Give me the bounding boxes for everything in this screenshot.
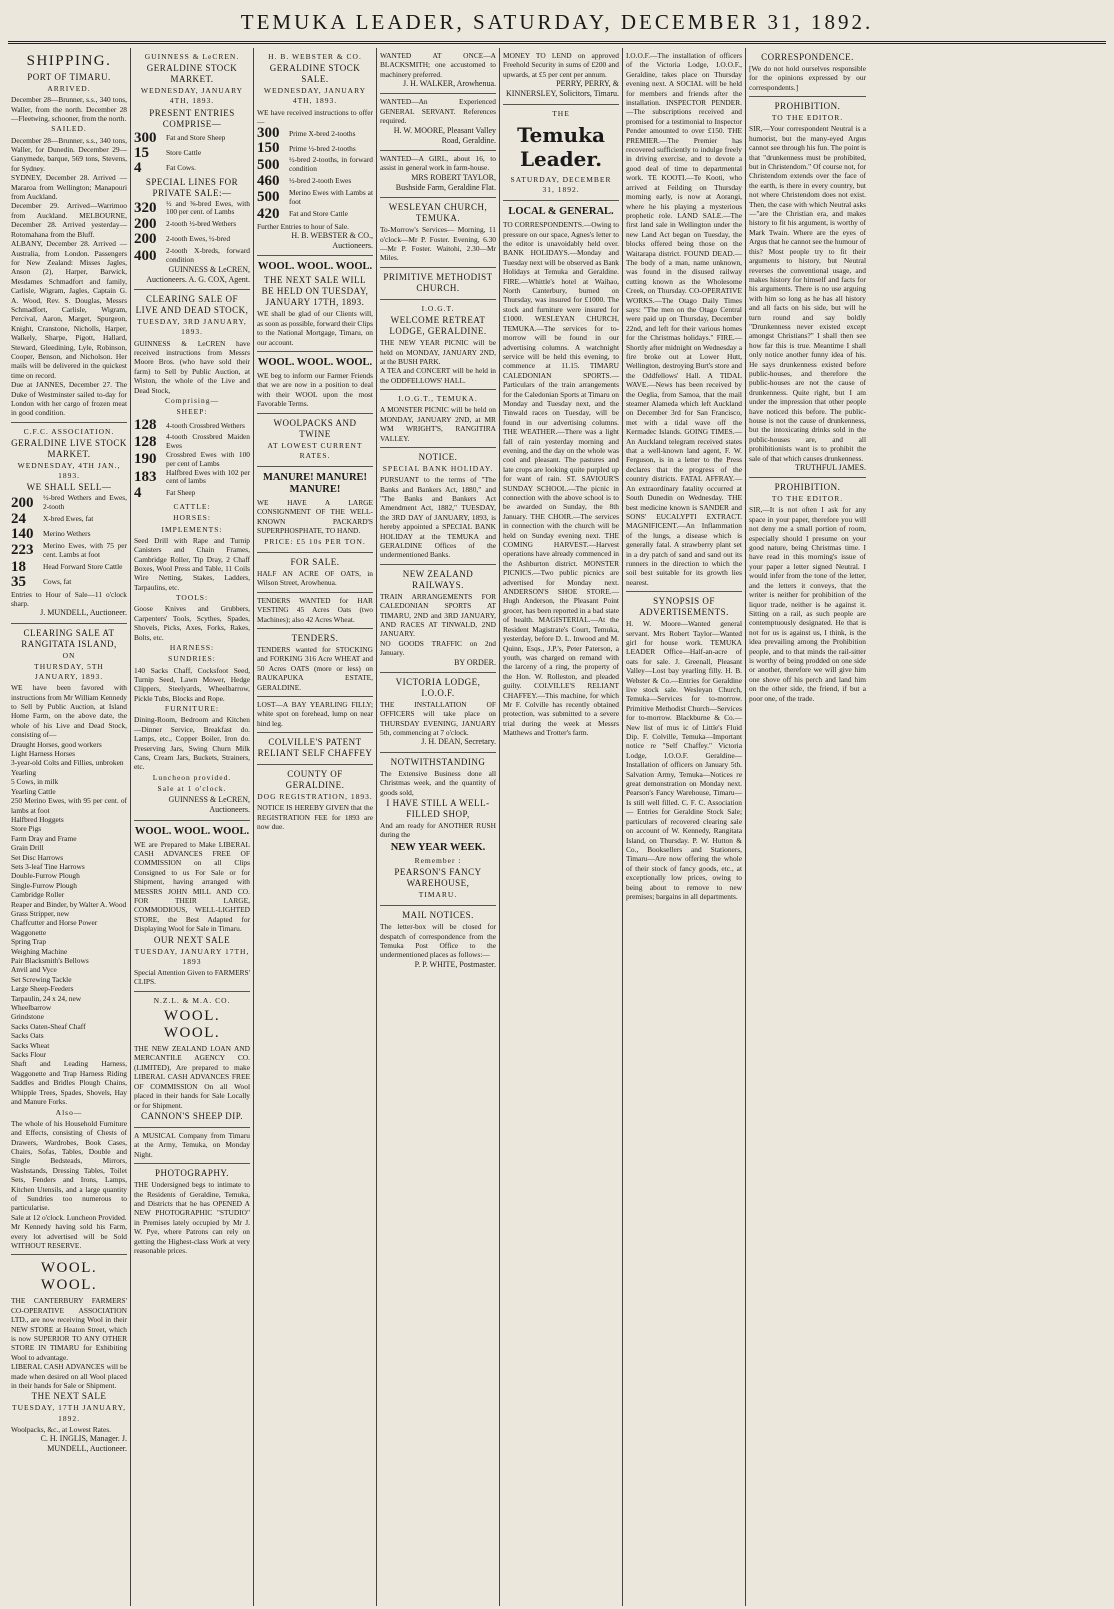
- furniture-label: FURNITURE:: [164, 704, 220, 714]
- lot-row: 420 Fat and Store Cattle: [257, 205, 348, 222]
- lot-row: 400 2-tooth X-breds, forward condition: [134, 246, 250, 264]
- primitive-block: [380, 268, 496, 300]
- local-general-title: LOCAL & GENERAL.: [508, 206, 614, 218]
- wool-title: WOOL. WOOL. WOOL.: [257, 357, 373, 369]
- iogt-heading: I.O.G.T.: [421, 303, 455, 313]
- clearing-item: Sacks Flour: [11, 1050, 47, 1060]
- next-sale-date: TUESDAY, JANUARY 17TH, 1893: [134, 946, 250, 966]
- prohibition-letter-1: [749, 97, 866, 478]
- stock-sale-body: WE have received instructions to offer—: [257, 107, 373, 127]
- clearing-item: Grain Drill: [11, 843, 44, 853]
- prohibition-letter-2: [749, 478, 866, 707]
- woolpacks-block: [257, 414, 373, 467]
- woolpacks-title: WOOLPACKS AND TWINE: [273, 417, 357, 439]
- wanted-girl-block: [380, 151, 496, 198]
- liberal-text: LIBERAL CASH ADVANCES will be made when desired on all Wool placed in their hands for Sale or Shipment.: [11, 1362, 127, 1391]
- tools-label: TOOLS:: [175, 593, 209, 603]
- remember: Remember :: [414, 855, 462, 865]
- synopsis-body: H. W. Moore—Wanted general servant. Mrs Robert Taylor—Wanted girl for house work. TEMUKA LEADER Office—Half-an-acre of oats for sale. J. Greenall, Pleasant Valley—Lost bay yearling filly. H. B. Webster & Co.—Entries for Geraldine live stock sale. Wesleyan Church, Temuka—Services for to-morrow. Primitive Methodist Church—Services for to-morrow. Blackburne & Co.—New list of mus ic of Little's Fluid Dip. F. Colville, Temuka—Important notice re "Self Chaffey." Victoria Lodge, I.O.O.F. Geraldine—Installation of officers on January 5th. Salvation Army, Temuka—Notices re great demonstration on Monday next. Pearson's Fancy Warehouse, Timaru—Is still well filled. C. F. C. Association — Entries for Geraldine Stock Sale; particulars of recovered clearing sale on account of W. Kennedy, Rangitata Island, on Thursday. P. W. Hutton & Co., Booksellers and Stationers, Timaru—Are now offering the whole of their stock of fancy goods, etc., at exceptionally low prices, owing to being about to remove to new premises; bargains in all departments.: [626, 619, 742, 901]
- letter-body: SIR,—It is not often I ask for any space in your paper, therefore you will not deny me a small portion of room, especially should I presume on your good nature, being Christmas time. I have read in this morning's issue of your paper a letter signed Neutral. I would infer from the tone of the letter, and the letters it conveys, that the writer is neither for prohibition of the liquor trade, neither is he against it. Sitting on a rail, as such people are contemptuously designated. He that is not for us is against us, I think, is the idea prevailing among the Prohibition people, and to that minds the rail-sitter is worthy of being prodded on one side or another, therefore we will give him one shove off his perch and land him on the other side, the friend, if but a poor one, of the trade.: [749, 505, 866, 703]
- lot-row: 190 Crossbred Ewes with 100 per cent of Lambs: [134, 450, 250, 468]
- clearing-item: 3-year-old Colts and Fillies, unbroken: [11, 758, 124, 768]
- sale-time: Sale at 12 o'clock. Luncheon Provided.: [11, 1212, 127, 1222]
- colville-title: COLVILLE'S PATENT RELIANT SELF CHAFFEY: [257, 737, 373, 759]
- wool-title: WOOL. WOOL. WOOL.: [134, 825, 250, 837]
- musical-block: [134, 1128, 250, 1164]
- lot-row: 200 2-tooth Ewes, ½-bred: [134, 231, 231, 248]
- lot-row: 460 ½-bred 2-tooth Ewes: [257, 173, 352, 190]
- lot-row: 300 Prime X-bred 2-tooths: [257, 125, 356, 142]
- clearing-on: ON: [62, 650, 76, 660]
- nameplate-title: Temuka Leader.: [517, 122, 605, 171]
- lot-row: 128 4-tooth Crossbred Maiden Ewes: [134, 432, 250, 451]
- cannon-dip: CANNON'S SHEEP DIP.: [140, 1110, 244, 1121]
- half-acre-text: HALF AN ACRE OF OATS, in Wilson Street, Arowhenua.: [257, 568, 373, 588]
- clearing-block: [11, 624, 127, 1256]
- by-order: BY ORDER.: [454, 657, 496, 667]
- canterbury-text: THE CANTERBURY FARMERS' CO-OPERATIVE ASSOCIATION LTD., are now receiving Wool in their NEW STORE at Heaton Street, which is now SUPERIOR TO ANY OTHER STORE IN TIMARU for Exhibiting Wool to advantage.: [11, 1296, 127, 1362]
- victoria-block: [380, 673, 496, 753]
- woolpacks-text: Woolpacks, &c., at Lowest Rates.: [11, 1424, 111, 1434]
- geraldine-live-title: GERALDINE LIVE STOCK MARKET.: [11, 438, 127, 460]
- clearing-item: Yearling: [11, 767, 37, 777]
- iogt-temuka: I.O.G.T., TEMUKA.: [398, 394, 478, 404]
- dean-signature: J. H. DEAN, Secretary.: [421, 737, 496, 747]
- photography-body: THE Undersigned begs to intimate to the Residents of Geraldine, Temuka, and Districts that he has OPENED A NEW PHOTOGRAPHIC "STUDIO" in Premises lately occupied by Mr J. W. Pye, where Patrons can rely on getting the Highest-class Work at very reasonable prices.: [134, 1180, 250, 1255]
- lot-row: 200 ½-bred Wethers and Ewes, 2-tooth: [11, 493, 127, 512]
- another-rush: And am ready for ANOTHER RUSH during the: [380, 820, 496, 840]
- lot-row: 18 Head Forward Store Cattle: [11, 558, 123, 575]
- geraldine-live-block: [11, 423, 127, 624]
- lot-row: 15 Store Cattle: [134, 144, 202, 161]
- wesleyan-block: [380, 198, 496, 268]
- train-text: TRAIN ARRANGEMENTS FOR CALEDONIAN SPORTS AT TIMARU, 2ND and 3RD JANUARY, AND RACES AT TINWALD, 2ND JANUARY.: [380, 591, 496, 639]
- horses-label: HORSES:: [173, 513, 211, 523]
- clearing-item: Reaper and Binder, by Walter A. Wood: [11, 899, 127, 909]
- clearing-item: Sacks Wheat: [11, 1040, 50, 1050]
- colville-block: [257, 733, 373, 765]
- wool-body: WE are Prepared to Make LIBERAL CASH ADVANCES FREE OF COMMISSION on all Clips Consigned to us For Sale or for Shipment, having arranged with MESSRS JOHN MILL AND CO. FOR THEIR LARGE, COMMODIOUS, WELL-LIGHTED STORE, the Best Adapted for Displaying Wool for Sale in Timaru.: [134, 839, 250, 934]
- letter-body: SIR,—Your correspondent Neutral is a humorist, but the many-eyed Argus cannot see through his fun. The point is that "drunkenness must be prohibited, but in Christendom." Of course not, for Christendom extends over the face of the earth, is there in every country, but not where Christendom does not exist. Then, the case with which Neutral asks—"are the Christian era, and makes history to fit his argument, is worthy of Mark Twain. Where are the eyes of Argus that he cannot see the humour of this? Most people try to fit their arguments to history, but Neutral reverses the conventional usage, and makes history for himself and facts for his arguments. There is no use arguing with him so long as he has all history and all facts on his side, but will he turn round and say boldly "Drunkenness never existed except amongst Christians?" I shall then see how far this is true. Meantime I shall only notice another funny idea of his. He says drunkenness existed before public-houses, and therefore the public-houses are not the cause of drunkenness. Quite right, but I am under the impression that other people have noticed this before. The public-house is not the cause of drunkenness, but the intoxicating drinks sold in the public-houses are, and all prohibitionists want is to prohibit the sale of that which causes drunkenness.: [749, 124, 866, 463]
- next-sale: THE NEXT SALE: [31, 1391, 107, 1402]
- mundell-signature: J. MUNDELL, Auctioneer.: [40, 608, 127, 618]
- column-4: [377, 48, 500, 1606]
- lowest-rates: AT LOWEST CURRENT RATES.: [267, 440, 363, 460]
- columns: [8, 48, 1106, 1606]
- lot-row: 183 Halfbred Ewes with 102 per cent of lambs: [134, 467, 250, 486]
- column-6: [623, 48, 746, 1606]
- geraldine-live-date: WEDNESDAY, 4TH JAN., 1893.: [17, 461, 121, 481]
- cfc-heading: C.F.C. ASSOCIATION.: [23, 426, 115, 436]
- geraldine-stock-date: WEDNESDAY, JANUARY 4TH, 1893.: [140, 86, 244, 106]
- sydney-text: SYDNEY, December 28. Arrived — Mararoa from Wellington; Manapouri from Auckland.: [11, 173, 127, 202]
- clearing-items: [11, 740, 127, 1060]
- arrived-text: December 28—Brunner, s.s., 340 tons, Waller, from the north. December 28—Fleetwing, schooner, from the north.: [11, 95, 127, 124]
- photography-block: [134, 1164, 250, 1259]
- guinness-header: GUINNESS & LeCREN.: [144, 52, 240, 61]
- clearing-body: WE have been favored with instructions from Mr William Kennedy to Sell by Public Auction, at Island Home Farm, on the above date, the whole of his Live and Dead Stock, consisting of—: [11, 683, 127, 740]
- lot-row: 24 X-bred Ewes, fat: [11, 511, 94, 528]
- clearing-item: Large Sheep-Feeders: [11, 984, 74, 994]
- goods-text: NO GOODS TRAFFIC on 2nd January.: [380, 638, 496, 658]
- cox-signature: GUINNESS & LeCREN, Auctioneers. A. G. COX, Agent.: [146, 264, 250, 284]
- clearing-item: Set Screwing Tackle: [11, 974, 72, 984]
- next-sale-body: WE shall be glad of our Clients will, as soon as possible, forward their Clips to the National Mortgage, Timaru, on our account.: [257, 309, 373, 347]
- county-title: COUNTY OF GERALDINE.: [285, 769, 345, 791]
- our-next-sale: OUR NEXT SALE: [153, 934, 231, 945]
- taylor-signature: MRS ROBERT TAYLOR, Bushside Farm, Geraldine Flat.: [395, 172, 496, 193]
- lost-text: LOST—A BAY YEARLING FILLY; white spot on forehead, lump on near hind leg.: [257, 699, 373, 728]
- stock-sale-title: GERALDINE STOCK SALE.: [269, 63, 361, 85]
- pursuant-text: PURSUANT to the terms of "The Banks and Bankers Act, 1880," and "The Banks and Bankers Act Amendment Act, 1882," TUESDAY, the 3RD DAY of JANUARY, 1893, is hereby appointed a SPECIAL BANK HOLIDAY at the TEMUKA and GERALDINE Offices of the undermentioned Banks.: [380, 475, 496, 560]
- lost-block: [257, 697, 373, 733]
- sale-time: Sale at 1 o'clock.: [157, 783, 227, 793]
- cattle-label: CATTLE:: [173, 502, 211, 512]
- correspondence-note: [We do not hold ourselves responsible for the opinions expressed by our correspondents.]: [749, 64, 866, 92]
- shipping-title: SHIPPING.: [26, 53, 112, 69]
- geraldine-stock-title: GERALDINE STOCK MARKET.: [146, 63, 238, 85]
- luncheon-text: Luncheon provided.: [152, 772, 232, 782]
- moore-signature: H. W. MOORE, Pleasant Valley Road, Geraldine.: [393, 125, 496, 145]
- prohibition-title: PROHIBITION.: [774, 101, 841, 112]
- dog-registration: DOG REGISTRATION, 1893.: [257, 792, 373, 802]
- household-text: The whole of his Household Furniture and Effects, consisting of Chests of Drawers, Wardrobes, Book Cases, Chairs, Sofas, Tables, Double and Single Bedsteads, Mirrors, Washstands, Dressing Tables, Toilet Sets, Fenders and Irons, Lamps, Kitchen Utensils, and a large quantity of Sundries too numerous to particularise.: [11, 1118, 127, 1213]
- stock-sale-date: WEDNESDAY, JANUARY 4TH, 1893.: [263, 86, 367, 106]
- harness-label: HARNESS:: [169, 643, 215, 653]
- clearing-body: GUINNESS & LeCREN have received instructions from Messrs Moore Bros. (who have sold their farm) to Sell by Public Auction, at Wiston, the whole of the Live and Dead Stock,: [134, 338, 250, 395]
- truthful-james-signature: TRUTHFUL JAMES.: [795, 463, 866, 473]
- musical-text: A MUSICAL Company from Timaru at the Army, Temuka, on Monday Night.: [134, 1130, 250, 1159]
- next-sale-date: TUESDAY, 17TH JANUARY, 1892.: [12, 1403, 126, 1423]
- wesleyan-title: WESLEYAN CHURCH, TEMUKA.: [388, 202, 488, 224]
- sailed-label: SAILED.: [51, 124, 87, 134]
- pearson-timaru: TIMARU.: [418, 889, 458, 899]
- wanted-block: [380, 48, 496, 94]
- new-year-week: NEW YEAR WEEK.: [390, 841, 486, 853]
- pearson-block: [380, 753, 496, 906]
- victoria-title: VICTORIA LODGE, I.O.O.F.: [395, 676, 481, 698]
- tenders-title: TENDERS.: [291, 632, 339, 643]
- primitive-title: PRIMITIVE METHODIST CHURCH.: [383, 271, 493, 293]
- lot-row: 128 4-tooth Crossbred Wethers: [134, 417, 245, 434]
- sundries-label: SUNDRIES:: [168, 654, 216, 664]
- clearing-item: Double-Furrow Plough: [11, 871, 80, 881]
- clearing-item: Cambridge Roller: [11, 890, 65, 900]
- manure-block: [257, 467, 373, 553]
- lot-row: 4 Fat Cows.: [134, 159, 196, 176]
- manure-body: WE HAVE A LARGE CONSIGNMENT OF THE WELL-KNOWN PACKARD'S SUPERPHOSPHATE, TO HAND.: [257, 498, 373, 536]
- column-2: [131, 48, 254, 1606]
- we-shall-sell: WE SHALL SELL—: [26, 482, 112, 493]
- bank-holiday-block: [380, 448, 496, 565]
- nzl-header: N.Z.L. & M.A. CO.: [153, 995, 231, 1005]
- county-block: [257, 765, 373, 835]
- clearing-item: Anvil and Vyce: [11, 965, 57, 975]
- synopsis-block: [626, 592, 742, 905]
- local-general-block: [503, 201, 619, 741]
- iogt-temuka-block: [380, 390, 496, 448]
- sheep-label: SHEEP:: [176, 407, 208, 417]
- nameplate-block: [503, 105, 619, 202]
- correspondence-title: CORRESPONDENCE.: [761, 52, 854, 62]
- mail-body: The letter-box will be closed for despatch of correspondence from the Temuka Post Office to the undermentioned places as follows:—: [380, 922, 496, 960]
- clearing-item: Pair Blacksmith's Bellows: [11, 956, 89, 966]
- correspondence-block: [749, 48, 866, 97]
- clearing-item: 5 Cows, in milk: [11, 777, 59, 787]
- wool-advances-block: [134, 821, 250, 992]
- mail-title: MAIL NOTICES.: [402, 910, 474, 921]
- tenders2-body: TENDERS wanted for STOCKING and FORKING 316 Acre WHEAT and 50 Acres OATS (more or less) on RAUKAPUKA ESTATE, GERALDINE.: [257, 644, 373, 692]
- clearing-date: THURSDAY, 5TH JANUARY, 1893.: [34, 661, 104, 682]
- wool-terms-body: WE beg to inform our Farmer Friends that we are now in a position to deal with their WOOL upon the most Favorable Terms.: [257, 371, 373, 409]
- wool-title: WOOL. WOOL.: [163, 1008, 221, 1042]
- lot-row: 223 Merino Ewes, with 75 per cent. Lambs at foot: [11, 541, 127, 559]
- to-editor: TO THE EDITOR.: [771, 494, 844, 504]
- clearing-item: Store Pigs: [11, 824, 42, 834]
- clearing-item: Grindstone: [11, 1012, 44, 1022]
- clearing-item: Weighing Machine: [11, 946, 68, 956]
- clearing-item: Draught Horses, good workers: [11, 739, 102, 749]
- clearing-item: Sets 3-leaf Tine Harrows: [11, 861, 85, 871]
- wool-terms-block: [257, 352, 373, 414]
- sundries-text: 140 Sacks Chaff, Cocksfoot Seed, Turnip Seed, Lawn Mower, Hedge Clippers, Steelyards, Wheelbarrow, Pickle Tubs, Blocks and Rope.: [134, 665, 250, 703]
- sailed-text: December 28—Brunner, s.s., 340 tons, Waller, for Dunedin. December 29—Ganymede, barque, 569 tons, Stevens, for Sydney.: [11, 135, 127, 173]
- inglis-signature: C. H. INGLIS, Manager. J. MUNDELL, Auctioneer.: [40, 1434, 127, 1454]
- lot-row: 200 2-tooth ½-bred Wethers: [134, 216, 237, 233]
- monster-picnic: A MONSTER PICNIC will be held on MONDAY, JANUARY 2ND, at MR WM WRIGHT'S, RANGITIRA VALLEY.: [380, 405, 496, 443]
- installation-text: THE INSTALLATION OF OFFICERS will take place on THURSDAY EVENING, JANUARY 5th, commencing at 7 o'clock.: [380, 699, 496, 738]
- further-entries: Further Entries to hour of Sale.: [257, 221, 349, 231]
- synopsis-title: SYNOPSIS OF ADVERTISEMENTS.: [639, 596, 729, 618]
- forsale-title: FOR SALE.: [290, 556, 340, 567]
- wool-next-block: [257, 256, 373, 352]
- wool-title: WOOL. WOOL. WOOL.: [257, 261, 373, 273]
- lot-row: 35 Cows, fat: [11, 573, 72, 590]
- dog-notice: NOTICE IS HEREBY GIVEN that the REGISTRATION FEE for 1893 are now due.: [257, 803, 373, 832]
- wanted-servant-block: [380, 94, 496, 151]
- clearing-item: Sacks Oats: [11, 1031, 44, 1041]
- shaft-text: Shaft and Leading Harness, Waggonette and Trap Harness Riding Saddles and Bridles Plough Chains, Whipple Trees, Spades, Shovels, Hay and Manure Forks.: [11, 1059, 127, 1107]
- money-block: [503, 48, 619, 105]
- column-7: [746, 48, 869, 1606]
- white-signature: P. P. WHITE, Postmaster.: [414, 959, 496, 969]
- webster-header: H. B. WEBSTER & CO.: [268, 52, 362, 61]
- lot-row: 140 Merino Wethers: [11, 526, 91, 543]
- special-lines: SPECIAL LINES FOR PRIVATE SALE:—: [145, 176, 239, 198]
- pearson-warehouse: PEARSON'S FANCY WAREHOUSE,: [394, 866, 482, 888]
- geraldine-stock-block: [134, 48, 250, 290]
- nzl-body: THE NEW ZEALAND LOAN AND MERCANTILE AGENCY CO. (LIMITED), Are prepared to make LIBERAL CASH ADVANCES FREE OF COMMISSION On all Wool placed in their hands for Sale Locally or for Shipment.: [134, 1044, 250, 1110]
- mail-block: [380, 906, 496, 974]
- lot-row: 150 Prime ½-bred 2-tooths: [257, 140, 356, 157]
- wanted-blacksmith: WANTED AT ONCE—A BLACKSMITH; one accustomed to machinery preferred.: [380, 51, 496, 79]
- wanted-girl: WANTED—A GIRL, about 16, to assist in general work in farm-house.: [380, 154, 496, 173]
- prohibition-title: PROHIBITION.: [774, 482, 841, 493]
- next-sale: THE NEXT SALE WILL BE HELD ON TUESDAY, JANUARY 17TH, 1893.: [261, 275, 369, 308]
- manure-title: MANURE! MANURE! MANURE!: [262, 472, 368, 496]
- walker-signature: J. H. WALKER, Arowhenua.: [403, 79, 496, 89]
- clearing-item: Waggonette: [11, 927, 47, 937]
- lot-row: 500 Merino Ewes with Lambs at foot: [257, 188, 373, 206]
- clearing-item: Yearling Cattle: [11, 786, 56, 796]
- forsale-block: [257, 553, 373, 593]
- iogt-block: [380, 300, 496, 390]
- news-continued-body: I.O.O.F.—The installation of officers of the Victoria Lodge, I.O.O.F., Geraldine, takes place on Thursday evening next. A SOCIAL will be held for members and friends after the installation. INSPECTOR PENDER.—The subscriptions received and promised for a testimonial to Inspector Pender amounted to over £150. THE PREMIER.—The Premier has recovered sufficiently to indulge freely in driving exercise, and to devote a good deal of time to departmental work. TE KOOTI.—Te Kooti, who arrived at Feilding on Thursday morning early, is now at Aorangi, where he his playing a mysterious prophetic role. LAND SALE.—The first land sale in Wellington under the new Land Act began on Tuesday, the blocks offered being those on the Waitarapa district. FOUND DEAD.—The body of a man, name unknown, was found in the disused railway cutting known as the Wholesome Creek, on Thursday. CO-OPERATIVE WORKS.—The Otago Daily Times says: "The men on the Otago Central were paid up on Thursday, December 22nd, and left for their various homes for the Christmas holidays." FIRE.—Shortly after midnight on Wednesday a fire broke out at Lower Hutt, Wellington, destroying Burt's store and the Oddfellows' Hall. A TIDAL WAVE.—News has been received by the Oeglia, from Samoa, that the mail steamer Alameda which left Auckland on December 3rd for San Francisco, met with a tidal wave off the Kermadec Islands. GOING TIMES.—An Auckland telegram received states that a well-known land agent, F. W. Ferguson, is in a letter to the Press declares that the progress of the country districts. FATAL AFFRAY.—An extraordinary fatality occurred at South Dunedin on Wednesday. THE best medicine known is SANDER and SONS' EUCALYPTI EXTRACT. MAGNIFICENT.—An Inflammation of the lungs, a disease which is generally fatal. A strawberry plant set in a dry patch of sand and sand out its runners in the direction to which the soil best suitable for its growth lies nearest.: [626, 51, 742, 587]
- clearing-item: Light Harness Horses: [11, 749, 76, 759]
- lot-row: 500 ½-bred 2-tooths, in forward condition: [257, 155, 373, 174]
- webster-block: [257, 48, 373, 256]
- clearing-item: Grass Stripper, new: [11, 908, 70, 918]
- lot-row: 4 Fat Sheep: [134, 485, 196, 502]
- money-text: MONEY TO LEND on approved Freehold Security in sums of £200 and upwards, at £5 per cent per annum.: [503, 51, 619, 79]
- notwithstanding: NOTWITHSTANDING: [390, 756, 486, 767]
- clearing-item: Spring Trap: [11, 937, 47, 947]
- implements-text: Seed Drill with Rape and Turnip Canisters and Chain Frames, Cambridge Roller, Tip Dray, 2 Chaff Boxes, Wool Press and Table, 11 Coils Wire Netting, Stakes, Ladders, Tarpaulins, etc.: [134, 535, 250, 592]
- tenders-text: TENDERS WANTED for HAR VESTING 45 Acres Oats (two Machines); also 42 Acres Wheat.: [257, 595, 373, 624]
- webster-signature: H. B. WEBSTER & CO., Auctioneers.: [291, 231, 373, 251]
- well-filled-shop: I HAVE STILL A WELL-FILLED SHOP,: [386, 797, 490, 819]
- column-1: [8, 48, 131, 1606]
- tools-text: Goose Knives and Grubbers, Carpenters' Tools, Scythes, Spades, Shovels, Picks, Axes, Forks, Rakes, Bolts, etc.: [134, 604, 250, 642]
- photography-title: PHOTOGRAPHY.: [155, 1168, 229, 1179]
- wool-title: WOOL. WOOL.: [40, 1260, 98, 1294]
- lot-row: 320 ½ and ⅝-bred Ewes, with 100 per cent. of Lambs: [134, 198, 250, 217]
- entries-text: Entries to Hour of Sale—11 o'clock sharp.: [11, 589, 127, 609]
- clearing-title: CLEARING SALE AT RANGITATA ISLAND,: [21, 627, 117, 649]
- local-general-body: TO CORRESPONDENTS.—Owing to pressure on our space, Agnes's letter to the editor is unavoidably held over. BANK HOLIDAYS.—Monday and Tuesday next will be observed as Bank Holidays at Temuka and Geraldine. FIRE.—Whittle's hotel at Waihao, North Canterbury, burned on Thursday, was insured for £1000. The stock and furniture were insured for £1000. WESLEYAN CHURCH, TEMUKA.—The services for to-morrow will be found in our advertising columns. A watchnight service will be held this evening, to commence at 11.15. TIMARU CALEDONIAN SPORTS.—Particulars of the train arrangements for the Caledonian Sports at Timaru on Monday and Tuesday next, and the Tinwald races on Tuesday, will be found in our advertising columns. THE WEATHER.—There was a light fall of rain yesterday morning and evening, and the day on the whole was cool and pleasant. The pastures and late crops are looking quite purpled up for want of rain. ST. SAVIOUR'S SUNDAY SCHOOL.—The picnic in connection with the above school is to be awarded on Sunday, the 8th January. THE CHOIR.—The services in connection with the church will be held on Sunday evening next. THE COMING HARVEST.—Harvest operations have already commenced in the Ashburton district. MONSTER PICNICS.—Two public picnics are advertised for Monday next. ANDERSON'S SHOE STORE.—Hugh Anderson, the Pleasant Point grocer, has been reported in a bad state of health. MAGISTERIAL.—At the Resident Magistrate's Court, Temuka, yesterday, before D. L. Inwood and M. Quinn, Esqs., J.P.'s, Peter Paterson, a youth, was charged on remand with the larceny of a ring, the property of the Hon. W. Rolleston, and pleaded guilty. COLVILLE'S RELIANT CHAFFEY.—This machine, for which Mr F. Colville has recently obtained protection, was submitted to a severe trial during the week at Messrs Matthews and Trotter's farm.: [503, 220, 619, 738]
- melbourne-text: December 29. Arrived—Warrimoo from Auckland. MELBOURNE, December 28. Arrived yesterday—Rotomahana from the Bluff.: [11, 201, 127, 239]
- new-year-picnic: THE NEW YEAR PICNIC will be held on MONDAY, JANUARY 2ND, at the BUSH PARK.: [380, 338, 496, 366]
- column-3: [254, 48, 377, 1606]
- clearing-item: Wheelbarrow: [11, 1003, 52, 1013]
- duke-text: Due at JANNES, December 27. The Duke of Westminster sailed to-day for London with her cargo of frozen meat in good condition.: [11, 380, 127, 418]
- kennedy-text: Mr Kennedy having sold his Farm, every lot advertised will be Sold WITHOUT RESERVE.: [11, 1222, 127, 1250]
- column-5: [500, 48, 623, 1606]
- also-label: Also—: [55, 1107, 83, 1117]
- railways-block: [380, 565, 496, 673]
- nzl-block: [134, 992, 250, 1128]
- clearing-item: Single-Furrow Plough: [11, 880, 77, 890]
- nameplate-date: SATURDAY, DECEMBER 31, 1892.: [510, 174, 612, 195]
- clearing-item: Set Disc Harrows: [11, 852, 64, 862]
- bank-holiday-title: SPECIAL BANK HOLIDAY.: [382, 463, 494, 473]
- notwith-body: The Extensive Business done all Christmas week, and the quantity of goods sold,: [380, 768, 496, 797]
- clearing-item: Farm Dray and Frame: [11, 833, 77, 843]
- moore-clearing-block: [134, 290, 250, 820]
- railways-title: NEW ZEALAND RAILWAYS.: [402, 568, 474, 590]
- port-heading: PORT OF TIMARU.: [27, 72, 111, 82]
- clearing-title: CLEARING SALE OF LIVE AND DEAD STOCK,: [135, 294, 249, 316]
- special-attention: Special Attention Given to FARMERS' CLIPS.: [134, 968, 250, 987]
- implements-label: IMPLEMENTS:: [161, 524, 223, 534]
- tenders-block: [257, 593, 373, 629]
- wesleyan-services: To-Morrow's Services— Morning, 11 o'clock—Mr P. Foster. Evening, 6.30—Mr P. Foster. Waitohi, 2.30—Mr Miles.: [380, 225, 496, 263]
- clearing-item: 250 Merino Ewes, with 95 per cent. of lambs at foot: [11, 796, 127, 815]
- shipping-block: [11, 48, 127, 423]
- manure-price: PRICE: £5 10s PER TON.: [264, 536, 366, 546]
- masthead: TEMUKA LEADER, SATURDAY, DECEMBER 31, 1892.: [8, 6, 1106, 44]
- arrived-label: ARRIVED.: [47, 84, 91, 93]
- news-continued-block: [626, 48, 742, 592]
- present-entries: PRESENT ENTRIES COMPRISE—: [149, 107, 235, 129]
- clearing-item: Halfbred Hoggets: [11, 814, 64, 824]
- tenders2-block: [257, 629, 373, 697]
- furniture-text: Dining-Room, Bedroom and Kitchen—Dinner Service, Breakfast do. Lamps, etc., Copper Boiler, Iron do. Preserving Jars, Swing Churn Milk Cans, Cream Jars, Buckets, Strainers, etc.: [134, 715, 250, 772]
- comprising-label: Comprising—: [165, 396, 219, 406]
- notice-title: NOTICE.: [418, 451, 458, 462]
- nameplate-the: THE: [552, 108, 570, 118]
- guinness-signature: GUINNESS & LeCREN, Auctioneers.: [168, 795, 250, 815]
- clearing-item: Sacks Oaten-Sheaf Chaff: [11, 1021, 86, 1031]
- wool-block: [11, 1255, 127, 1458]
- albany-text: ALBANY, December 28. Arrived — Australia, from London. Passengers for New Zealand: Misses Jagles, Anson (2), Harper, Barwick, Mesdames Schmadfort and family, Carlisle, Wigram, Jagles, Captain G. A. Wood, Rev. S. Douglas, Messrs Schmadfort, Carlisle, Wigram, Percival, Aaron, Marget, Spurgeon, Knight, Cranstone, Nicholls, Harper, Walkely, Sharpe, Pigott, Hallard, Steward, Gleedining, Lyle, Robinson, Cooper, Benson, and Nicholson. Her mails will be delivered in the quickest time on record.: [11, 239, 127, 380]
- welcome-retreat: WELCOME RETREAT LODGE, GERALDINE.: [389, 315, 487, 337]
- clearing-item: Tarpaulin, 24 x 24, new: [11, 993, 82, 1003]
- lot-row: 300 Fat and Store Sheep: [134, 129, 226, 146]
- to-editor: TO THE EDITOR.: [771, 113, 844, 123]
- tea-concert: A TEA and CONCERT will be held in the ODDFELLOWS' HALL.: [380, 366, 496, 385]
- wanted-servant: WANTED—An Experienced GENERAL SERVANT. References required.: [380, 97, 496, 126]
- perry-signature: PERRY, PERRY, & KINNERSLEY, Solicitors, Timaru.: [506, 79, 619, 99]
- clearing-item: Chaffcutter and Horse Power: [11, 918, 98, 928]
- clearing-date: TUESDAY, 3RD JANUARY, 1893.: [137, 317, 247, 337]
